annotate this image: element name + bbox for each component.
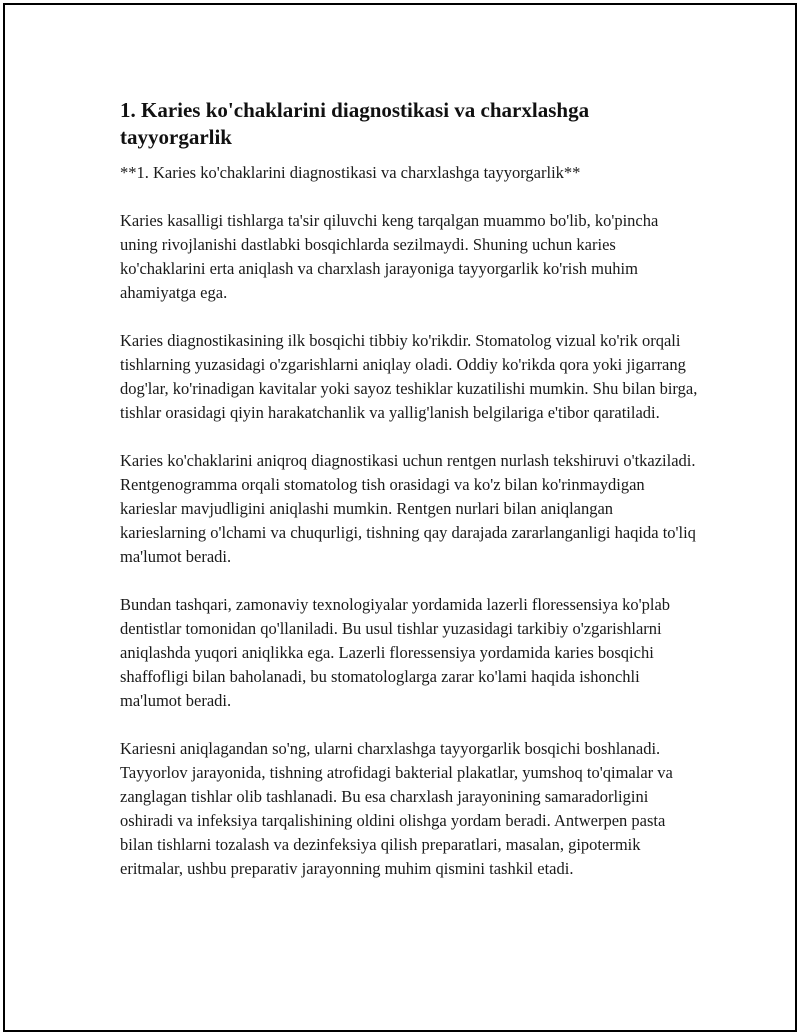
paragraph-intro: Karies kasalligi tishlarga ta'sir qiluvchi keng tarqalgan muammo bo'lib, ko'pincha uning rivojlanishi dastlabki bosqichlarda sezilmaydi. Shuning uchun karies ko'chaklarini erta aniqlash va charxlash jarayoniga tayyorgarlik ko'rish muhim ahamiyatga ega. [120,211,659,302]
document-subtitle: **1. Karies ko'chaklarini diagnostikasi va charxlashga tayyorgarlik** [120,163,581,182]
document-content [120,97,700,905]
document-title: 1. Karies ko'chaklarini diagnostikasi va charxlashga tayyorgarlik [120,98,590,149]
paragraph-visual-exam: Karies diagnostikasining ilk bosqichi tibbiy ko'rikdir. Stomatolog vizual ko'rik orqali tishlarning yuzasidagi o'zgarishlarni aniqlay oladi. Oddiy ko'rikda qora yoki jigarrang dog'lar, ko'rinadigan kavitalar yoki sayoz teshiklar kuzatilishi mumkin. Shu bilan birga, tishlar orasidagi qiyin harakatchanlik va yallig'lanish belgilariga e'tibor qaratiladi. [120,331,698,422]
paragraph-xray: Karies ko'chaklarini aniqroq diagnostikasi uchun rentgen nurlash tekshiruvi o'tkaziladi. Rentgenogramma orqali stomatolog tish orasidagi va ko'z bilan ko'rinmaydigan karieslar mavjudligini aniqlashi mumkin. Rentgen nurlari bilan aniqlangan karieslarning o'lchami va chuqurligi, tishning qay darajada zararlanganligi haqida to'liq ma'lumot beradi. [120,451,696,566]
paragraph-preparation: Kariesni aniqlagandan so'ng, ularni charxlashga tayyorgarlik bosqichi boshlanadi. Tayyorlov jarayonida, tishning atrofidagi bakterial plakatlar, yumshoq to'qimalar va zanglagan tishlar olib tashlanadi. Bu esa charxlash jarayonining samaradorligini oshiradi va infeksiya tarqalishining oldini olishga yordam beradi. Antwerpen pasta bilan tishlarni tozalash va dezinfeksiya qilish preparatlari, masalan, gipotermik eritmalar, ushbu preparativ jarayonning muhim qismini tashkil etadi. [120,739,673,878]
document-page [3,3,797,1032]
paragraph-laser: Bundan tashqari, zamonaviy texnologiyalar yordamida lazerli floressensiya ko'plab dentistlar tomonidan qo'llaniladi. Bu usul tishlar yuzasidagi tarkibiy o'zgarishlarni aniqlashda yuqori aniqlikka ega. Lazerli floressensiya yordamida karies bosqichi shaffofligi bilan baholanadi, bu stomatologlarga zarar ko'lami haqida ishonchli ma'lumot beradi. [120,595,671,710]
